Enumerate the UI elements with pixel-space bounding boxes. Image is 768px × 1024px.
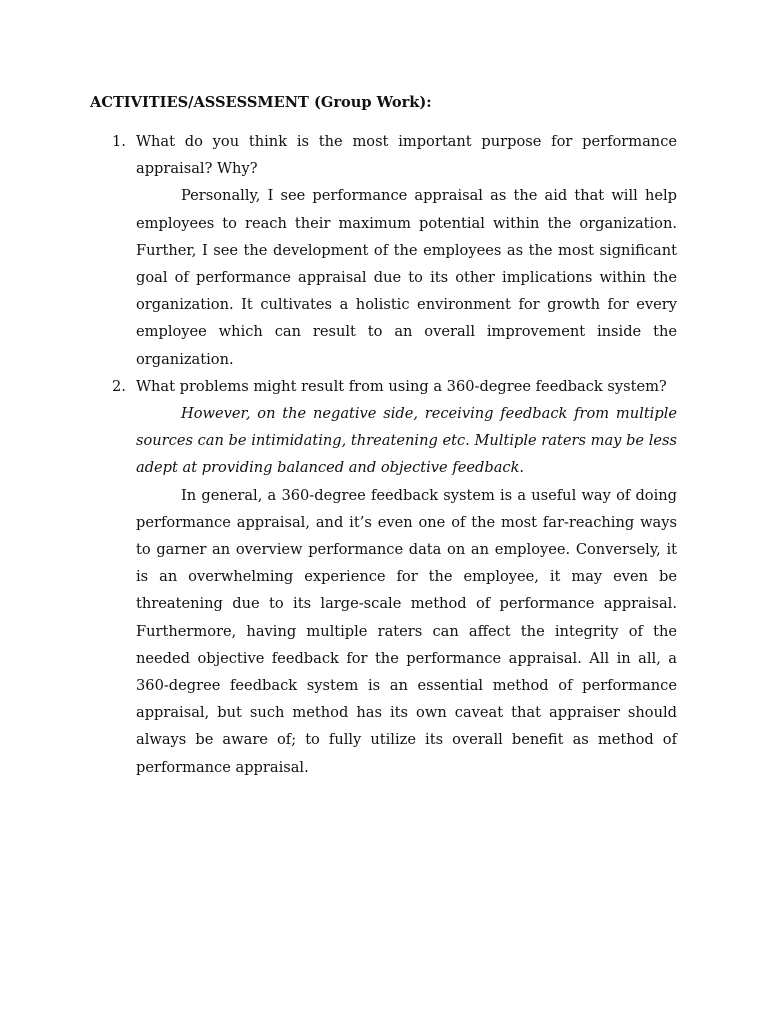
question-list xyxy=(112,128,677,781)
question-text: What problems might result from using a 360-degree feedback system? xyxy=(136,377,667,395)
section-heading: ACTIVITIES/ASSESSMENT (Group Work): xyxy=(90,94,432,111)
answer-paragraph: Personally, I see performance appraisal as the aid that will help employees to reach their maximum potential within the organization. Further, I see the development of the employees as the most significant goal of performance appraisal due to its other implications within the organization. It cultivates a holistic environment for growth for every employee which can result to an overall improvement inside the organization. xyxy=(136,187,677,368)
answer-paragraph-quote: However, on the negative side, receiving feedback from multiple sources can be intimidating, threatening etc. Multiple raters may be less adept at providing balanced and objective feedback. xyxy=(136,405,677,477)
answer-paragraph: In general, a 360-degree feedback system is a useful way of doing performance appraisal, and it’s even one of the most far-reaching ways to garner an overview performance data on an employee. Conversely, it is an overwhelming experience for the employee, it may even be threatening due to its large-scale method of performance appraisal. Furthermore, having multiple raters can affect the integrity of the needed objective feedback for the performance appraisal. All in all, a 360-degree feedback system is an essential method of performance appraisal, but such method has its own caveat that appraiser should always be aware of; to fully utilize its overall benefit as method of performance appraisal. xyxy=(136,486,677,776)
question-number: 2. xyxy=(112,377,126,395)
question-text: What do you think is the most important purpose for performance appraisal? Why? xyxy=(136,133,677,178)
question-item-1 xyxy=(112,128,677,373)
question-item-2 xyxy=(112,373,677,781)
question-number: 1. xyxy=(112,133,126,150)
